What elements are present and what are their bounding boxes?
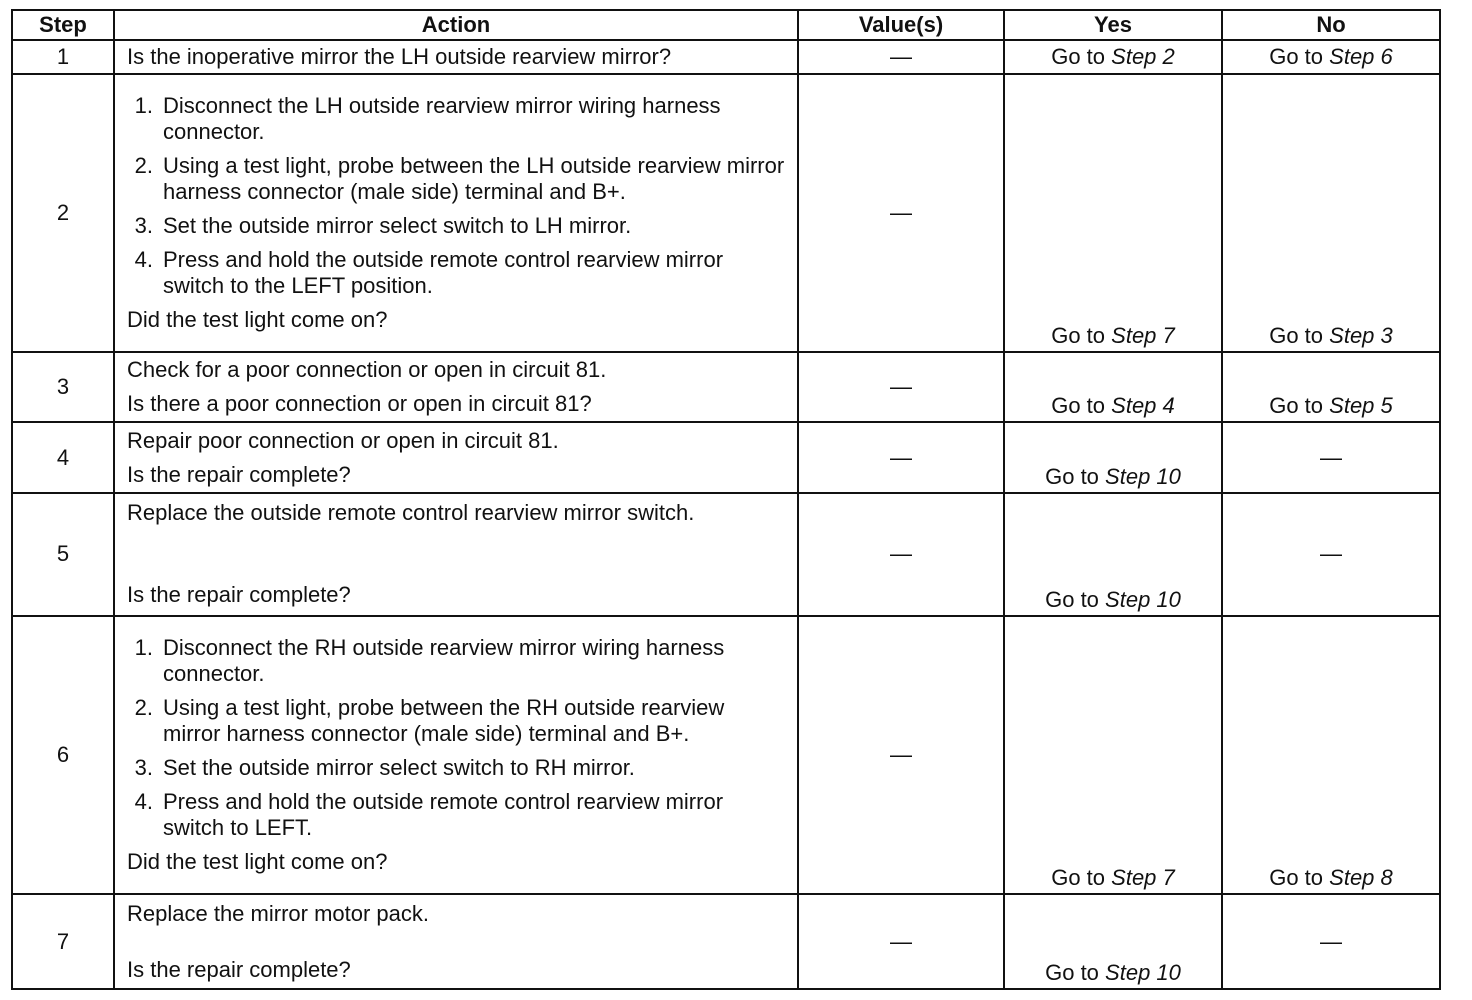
item-number: 4.	[134, 247, 153, 273]
yes-cell	[1004, 493, 1222, 616]
no-cell: —	[1222, 493, 1440, 616]
go-to-label: Go to	[1051, 44, 1106, 70]
list-item	[127, 755, 785, 781]
item-number: 3.	[134, 213, 153, 239]
item-number: 4.	[134, 788, 153, 814]
step-number: 1	[12, 40, 114, 74]
header-step: Step	[12, 10, 114, 40]
action-question: Is the repair complete?	[127, 582, 351, 608]
action-cell	[114, 894, 798, 989]
item-text: Using a test light, probe between the RH outside rearview mirror harness connector (male side) terminal and B+.	[163, 694, 725, 746]
item-number: 1.	[134, 634, 153, 660]
item-text: Disconnect the RH outside rearview mirror wiring harness connector.	[163, 634, 725, 686]
step-number: 3	[12, 352, 114, 422]
step-number: 2	[12, 74, 114, 352]
action-cell	[114, 40, 798, 74]
action-cell	[114, 422, 798, 492]
no-cell	[1222, 616, 1440, 895]
action-instruction: Replace the outside remote control rearview mirror switch.	[127, 500, 695, 526]
value-cell: —	[798, 74, 1004, 352]
item-number: 3.	[134, 754, 153, 780]
go-to-label: Go to	[1045, 960, 1099, 985]
list-item	[127, 93, 785, 145]
action-cell	[114, 352, 798, 422]
action-steps	[127, 635, 785, 841]
yes-cell	[1004, 616, 1222, 895]
item-text: Using a test light, probe between the LH outside rearview mirror harness connector (male side) terminal and B+.	[163, 153, 785, 205]
go-to-label: Go to	[1269, 322, 1324, 348]
yes-step-ref: Step 10	[1105, 463, 1181, 489]
yes-step-ref: Step 10	[1105, 960, 1181, 985]
yes-cell	[1004, 894, 1222, 989]
value-cell: —	[798, 422, 1004, 492]
header-values: Value(s)	[798, 10, 1004, 40]
value-cell: —	[798, 352, 1004, 422]
action-cell	[114, 616, 798, 895]
action-question: Did the test light come on?	[127, 848, 388, 874]
yes-step-ref: Step 7	[1111, 322, 1175, 348]
item-number: 2.	[134, 153, 153, 179]
action-instruction: Check for a poor connection or open in circuit 81.	[127, 357, 607, 383]
item-text: Set the outside mirror select switch to LH mirror.	[163, 213, 632, 239]
go-to-label: Go to	[1269, 393, 1324, 419]
go-to-label: Go to	[1045, 463, 1099, 489]
yes-cell	[1004, 74, 1222, 352]
table-row	[12, 74, 1440, 352]
yes-step-ref: Step 4	[1111, 393, 1175, 419]
go-to-label: Go to	[1269, 865, 1324, 891]
header-no: No	[1222, 10, 1440, 40]
action-question: Did the test light come on?	[127, 307, 388, 333]
action-steps	[127, 93, 785, 299]
table-row	[12, 40, 1440, 74]
list-item	[127, 789, 785, 841]
no-cell	[1222, 352, 1440, 422]
action-cell	[114, 493, 798, 616]
action-instruction: Replace the mirror motor pack.	[127, 900, 429, 926]
item-text: Press and hold the outside remote control rearview mirror switch to the LEFT position.	[163, 247, 724, 299]
no-cell: —	[1222, 894, 1440, 989]
action-question: Is the inoperative mirror the LH outside rearview mirror?	[127, 44, 672, 70]
go-to-label: Go to	[1051, 865, 1106, 891]
value-cell: —	[798, 40, 1004, 74]
go-to-label: Go to	[1269, 44, 1324, 70]
action-instruction: Repair poor connection or open in circuit 81.	[127, 427, 559, 453]
header-action: Action	[114, 10, 798, 40]
action-question: Is there a poor connection or open in circuit 81?	[127, 391, 592, 417]
no-cell	[1222, 40, 1440, 74]
list-item	[127, 213, 785, 239]
header-yes: Yes	[1004, 10, 1222, 40]
step-number: 6	[12, 616, 114, 895]
diagnostic-table	[11, 9, 1441, 990]
table-row	[12, 894, 1440, 989]
go-to-label: Go to	[1051, 393, 1106, 419]
yes-step-ref: Step 10	[1105, 586, 1181, 612]
list-item	[127, 247, 785, 299]
list-item	[127, 635, 785, 687]
table-row	[12, 352, 1440, 422]
item-text: Disconnect the LH outside rearview mirror wiring harness connector.	[163, 93, 721, 145]
yes-cell	[1004, 40, 1222, 74]
value-cell: —	[798, 894, 1004, 989]
list-item	[127, 695, 785, 747]
yes-step-ref: Step 7	[1111, 865, 1175, 891]
no-step-ref: Step 8	[1329, 865, 1393, 891]
step-number: 4	[12, 422, 114, 492]
item-text: Set the outside mirror select switch to RH mirror.	[163, 754, 635, 780]
no-step-ref: Step 5	[1329, 393, 1393, 419]
action-question: Is the repair complete?	[127, 956, 351, 982]
list-item	[127, 153, 785, 205]
no-step-ref: Step 3	[1329, 322, 1393, 348]
no-step-ref: Step 6	[1329, 44, 1393, 70]
yes-step-ref: Step 2	[1111, 44, 1175, 70]
go-to-label: Go to	[1051, 322, 1106, 348]
item-text: Press and hold the outside remote control rearview mirror switch to LEFT.	[163, 788, 724, 840]
yes-cell	[1004, 422, 1222, 492]
action-question: Is the repair complete?	[127, 461, 351, 487]
value-cell: —	[798, 493, 1004, 616]
item-number: 1.	[134, 93, 153, 119]
go-to-label: Go to	[1045, 586, 1099, 612]
action-cell	[114, 74, 798, 352]
table-row	[12, 616, 1440, 895]
value-cell: —	[798, 616, 1004, 895]
step-number: 5	[12, 493, 114, 616]
header-row	[12, 10, 1440, 40]
no-cell: —	[1222, 422, 1440, 492]
no-cell	[1222, 74, 1440, 352]
table-row	[12, 422, 1440, 492]
item-number: 2.	[134, 694, 153, 720]
table-row	[12, 493, 1440, 616]
yes-cell	[1004, 352, 1222, 422]
step-number: 7	[12, 894, 114, 989]
